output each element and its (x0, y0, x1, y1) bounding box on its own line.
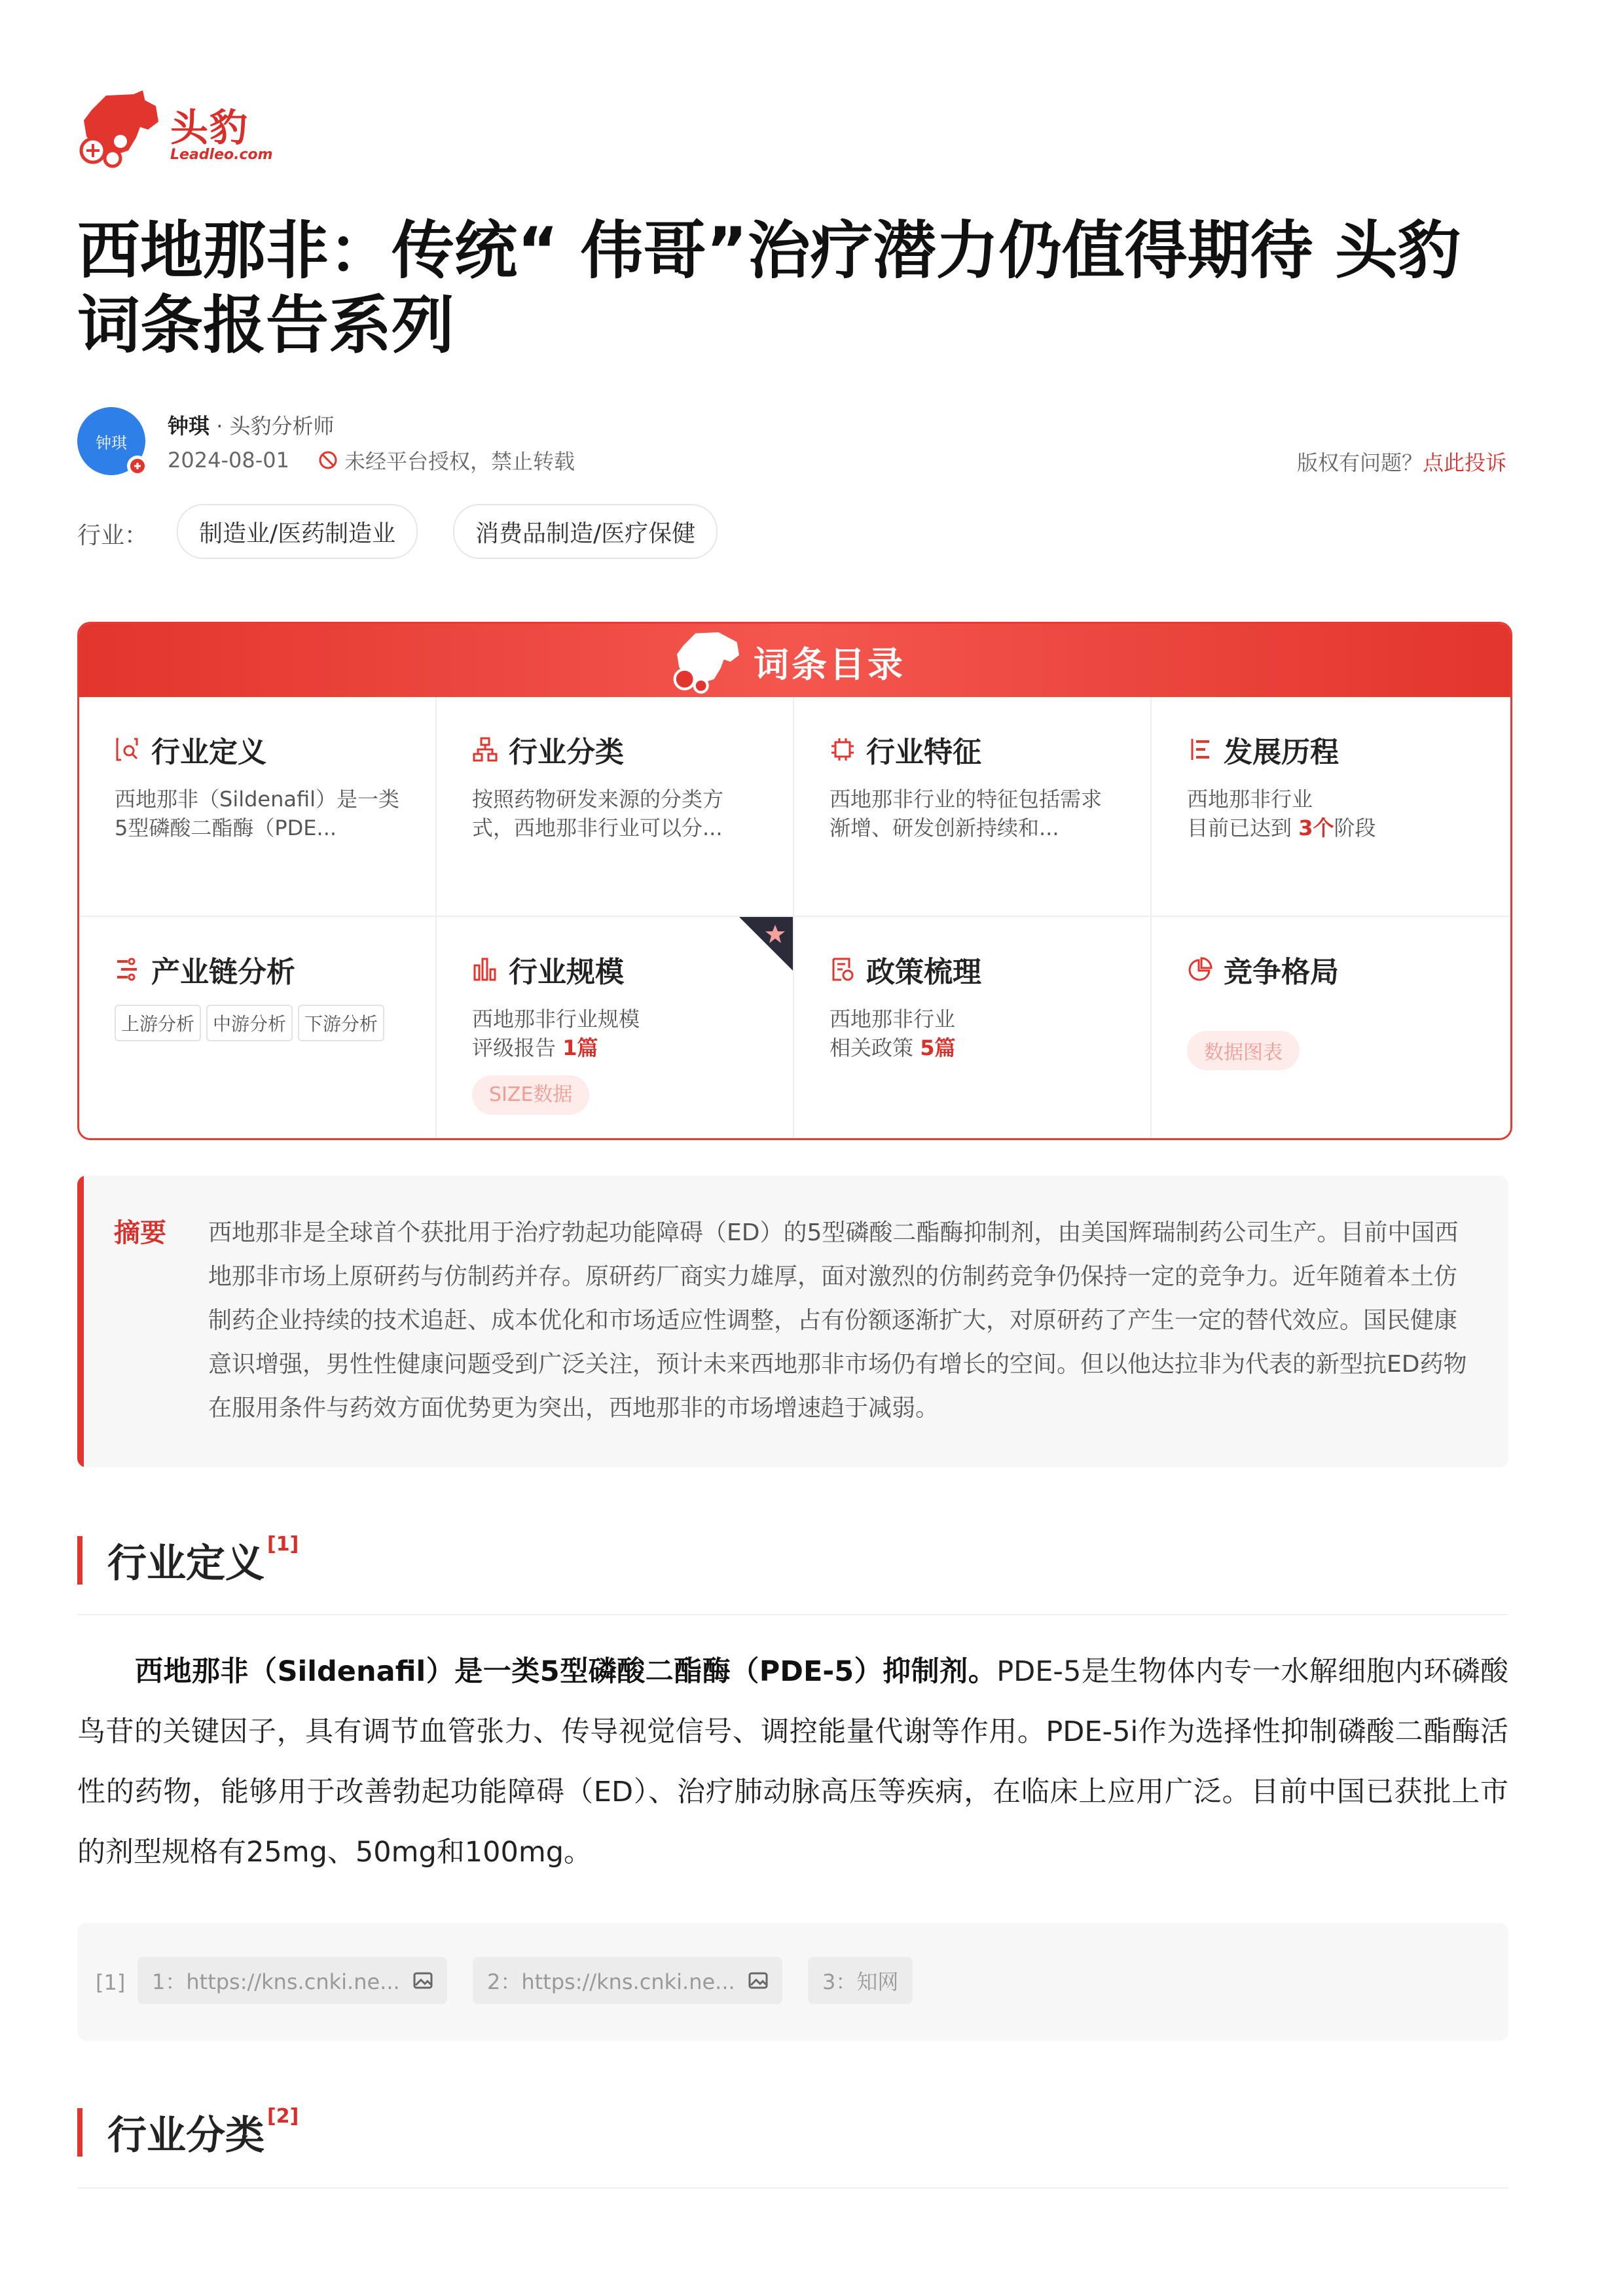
section-header-definition (77, 1534, 299, 1587)
definition-body: PDE-5是生物体内专一水解细胞内环磷酸鸟苷的关键因子，具有调节血管张力、传导视觉信号、调控能量代谢等作用。PDE-5i作为选择性抑制磷酸二酯酶活性的药物，能够用于改善勃起功能障碍（ED）、治疗肺动脉高压等疾病，在临床上应用广泛。目前中国已获批上市的剂型规格有25mg、50mg和100mg。 (77, 1655, 1508, 1869)
section-ref[interactable]: [1] (267, 1533, 299, 1556)
chain-icon (115, 956, 141, 982)
definition-paragraph (77, 1641, 1508, 1882)
reference-box (77, 1923, 1508, 2041)
toc-header (79, 624, 1510, 697)
toc-item-title: 行业规模 (509, 956, 624, 989)
history-count: 3个 (1298, 816, 1334, 840)
summary-text: 西地那非是全球首个获批用于治疗勃起功能障碍（ED）的5型磷酸二酯酶抑制剂，由美国辉瑞制药公司生产。目前中国西地那非市场上原研药与仿制药并存。原研药厂商实力雄厚，面对激烈的仿制药竞争仍保持一定的竞争力。近年随着本土仿制药企业持续的技术追赶、成本优化和市场适应性调整，占有份额逐渐扩大，对原研药了产生一定的替代效应。国民健康意识增强，男性性健康问题受到广泛关注，预计未来西地那非市场仍有增长的空间。但以他达拉非为代表的新型抗ED药物在服用条件与药效方面优势更为突出，西地那非的市场增速趋于减弱。 (208, 1219, 1467, 1422)
toc-item-desc: 西地那非行业的特征包括需求渐增、研发创新持续和... (830, 787, 1103, 840)
image-icon (748, 1972, 768, 1989)
toc-item-desc: 按照药物研发来源的分类方式，西地那非行业可以分... (472, 787, 724, 840)
industry-tag[interactable]: 制造业/医药制造业 (177, 504, 418, 559)
size-data-tag[interactable]: SIZE数据 (472, 1075, 589, 1115)
section-title: 行业分类 (107, 2113, 264, 2159)
toc-item-desc: 西地那非（Sildenafil）是一类5型磷酸二酯酶（PDE... (115, 787, 400, 840)
scale-count: 1篇 (562, 1035, 598, 1060)
meta-line (168, 445, 575, 475)
toc-item-title: 政策梳理 (866, 956, 981, 989)
publish-date: 2024-08-01 (168, 448, 289, 473)
toc-item-title: 行业分类 (509, 736, 624, 769)
summary-label: 摘要 (114, 1218, 166, 1248)
definition-lead: 西地那非（Sildenafil）是一类5型磷酸二酯酶（PDE-5）抑制剂。 (135, 1655, 997, 1688)
leopard-logo-icon (668, 629, 744, 694)
reference-number: [1] (96, 1970, 126, 1995)
history-line2-pre: 目前已达到 (1187, 816, 1299, 840)
timeline-icon (1187, 736, 1213, 762)
toc-item-policy[interactable] (794, 917, 1152, 1138)
brand-name: 头豹 (170, 105, 249, 150)
page-title: 西地那非：传统“ 伟哥”治疗潜力仍值得期待 头豹词条报告系列 (77, 214, 1461, 362)
section-header-classification (77, 2106, 299, 2159)
toc-item-title: 行业特征 (866, 736, 981, 769)
hierarchy-icon (472, 736, 498, 762)
toc-item-definition[interactable] (79, 697, 437, 917)
star-badge-icon (739, 917, 793, 971)
chain-tags (115, 1005, 435, 1041)
history-line1: 西地那非行业 (1187, 787, 1313, 812)
toc-title: 词条目录 (754, 643, 905, 685)
search-doc-icon (115, 736, 141, 762)
chain-tag-downstream[interactable]: 下游分析 (298, 1005, 384, 1041)
toc-item-title: 行业定义 (151, 736, 266, 769)
toc-panel (77, 622, 1512, 1140)
chain-tag-midstream[interactable]: 中游分析 (206, 1005, 293, 1041)
industry-tag[interactable]: 消费品制造/医疗保健 (453, 504, 718, 559)
summary-box (77, 1175, 1508, 1467)
toc-item-title: 产业链分析 (151, 956, 295, 989)
reference-link[interactable] (137, 1957, 447, 2004)
toc-item-desc (472, 1005, 760, 1115)
verified-badge-icon (127, 456, 148, 476)
no-entry-icon (318, 450, 338, 470)
toc-item-history[interactable] (1152, 697, 1510, 917)
toc-item-chain[interactable] (79, 917, 437, 1138)
repost-notice (318, 445, 575, 475)
reference-text: 2：https://kns.cnki.ne... (487, 1969, 735, 1994)
chart-data-tag[interactable]: 数据图表 (1187, 1031, 1300, 1070)
avatar-text: 钟琪 (96, 433, 127, 452)
section-ref[interactable]: [2] (267, 2105, 299, 2128)
leopard-logo-icon (77, 90, 161, 169)
policy-line2-pre: 相关政策 (830, 1035, 921, 1060)
bar-chart-icon (472, 956, 498, 982)
toc-item-title: 发展历程 (1224, 736, 1339, 769)
author-role: · 头豹分析师 (216, 414, 335, 439)
scale-line1: 西地那非行业规模 (472, 1007, 640, 1031)
reference-link[interactable] (473, 1957, 782, 2004)
copyright-question: 版权有问题？ (1296, 450, 1423, 475)
toc-item-title: 竞争格局 (1224, 956, 1339, 989)
reference-text: 1：https://kns.cnki.ne... (152, 1969, 400, 1994)
toc-item-classification[interactable] (437, 697, 794, 917)
section-accent-bar (77, 2108, 82, 2157)
image-icon (413, 1972, 433, 1989)
copyright-line (1297, 446, 1506, 476)
complain-link[interactable]: 点此投诉 (1422, 450, 1506, 475)
industry-label: 行业： (77, 522, 149, 549)
section-title: 行业定义 (107, 1541, 264, 1587)
section-divider (77, 2187, 1508, 2189)
brand-domain: Leadleo.com (170, 147, 273, 163)
summary-accent-bar (77, 1175, 84, 1467)
policy-count: 5篇 (920, 1035, 956, 1060)
toc-item-scale[interactable] (437, 917, 794, 1138)
brand-logo[interactable] (77, 90, 274, 169)
avatar[interactable] (77, 407, 145, 475)
pie-chart-icon (1187, 956, 1213, 982)
author-line (168, 410, 335, 440)
section-accent-bar (77, 1536, 82, 1585)
author-name[interactable]: 钟琪 (168, 414, 210, 439)
policy-line1: 西地那非行业 (830, 1007, 956, 1031)
reference-link[interactable] (808, 1957, 913, 2004)
toc-item-competition[interactable] (1152, 917, 1510, 1138)
chip-icon (830, 736, 856, 762)
policy-doc-icon (830, 956, 856, 982)
repost-notice-text: 未经平台授权，禁止转载 (344, 449, 575, 474)
toc-item-desc (830, 1005, 1118, 1062)
scale-line2-pre: 评级报告 (472, 1035, 563, 1060)
section-divider (77, 1614, 1508, 1615)
history-line2-post: 阶段 (1334, 816, 1376, 840)
reference-text: 3：知网 (822, 1969, 899, 1994)
toc-item-desc (1187, 785, 1475, 842)
toc-item-features[interactable] (794, 697, 1152, 917)
chain-tag-upstream[interactable]: 上游分析 (115, 1005, 201, 1041)
